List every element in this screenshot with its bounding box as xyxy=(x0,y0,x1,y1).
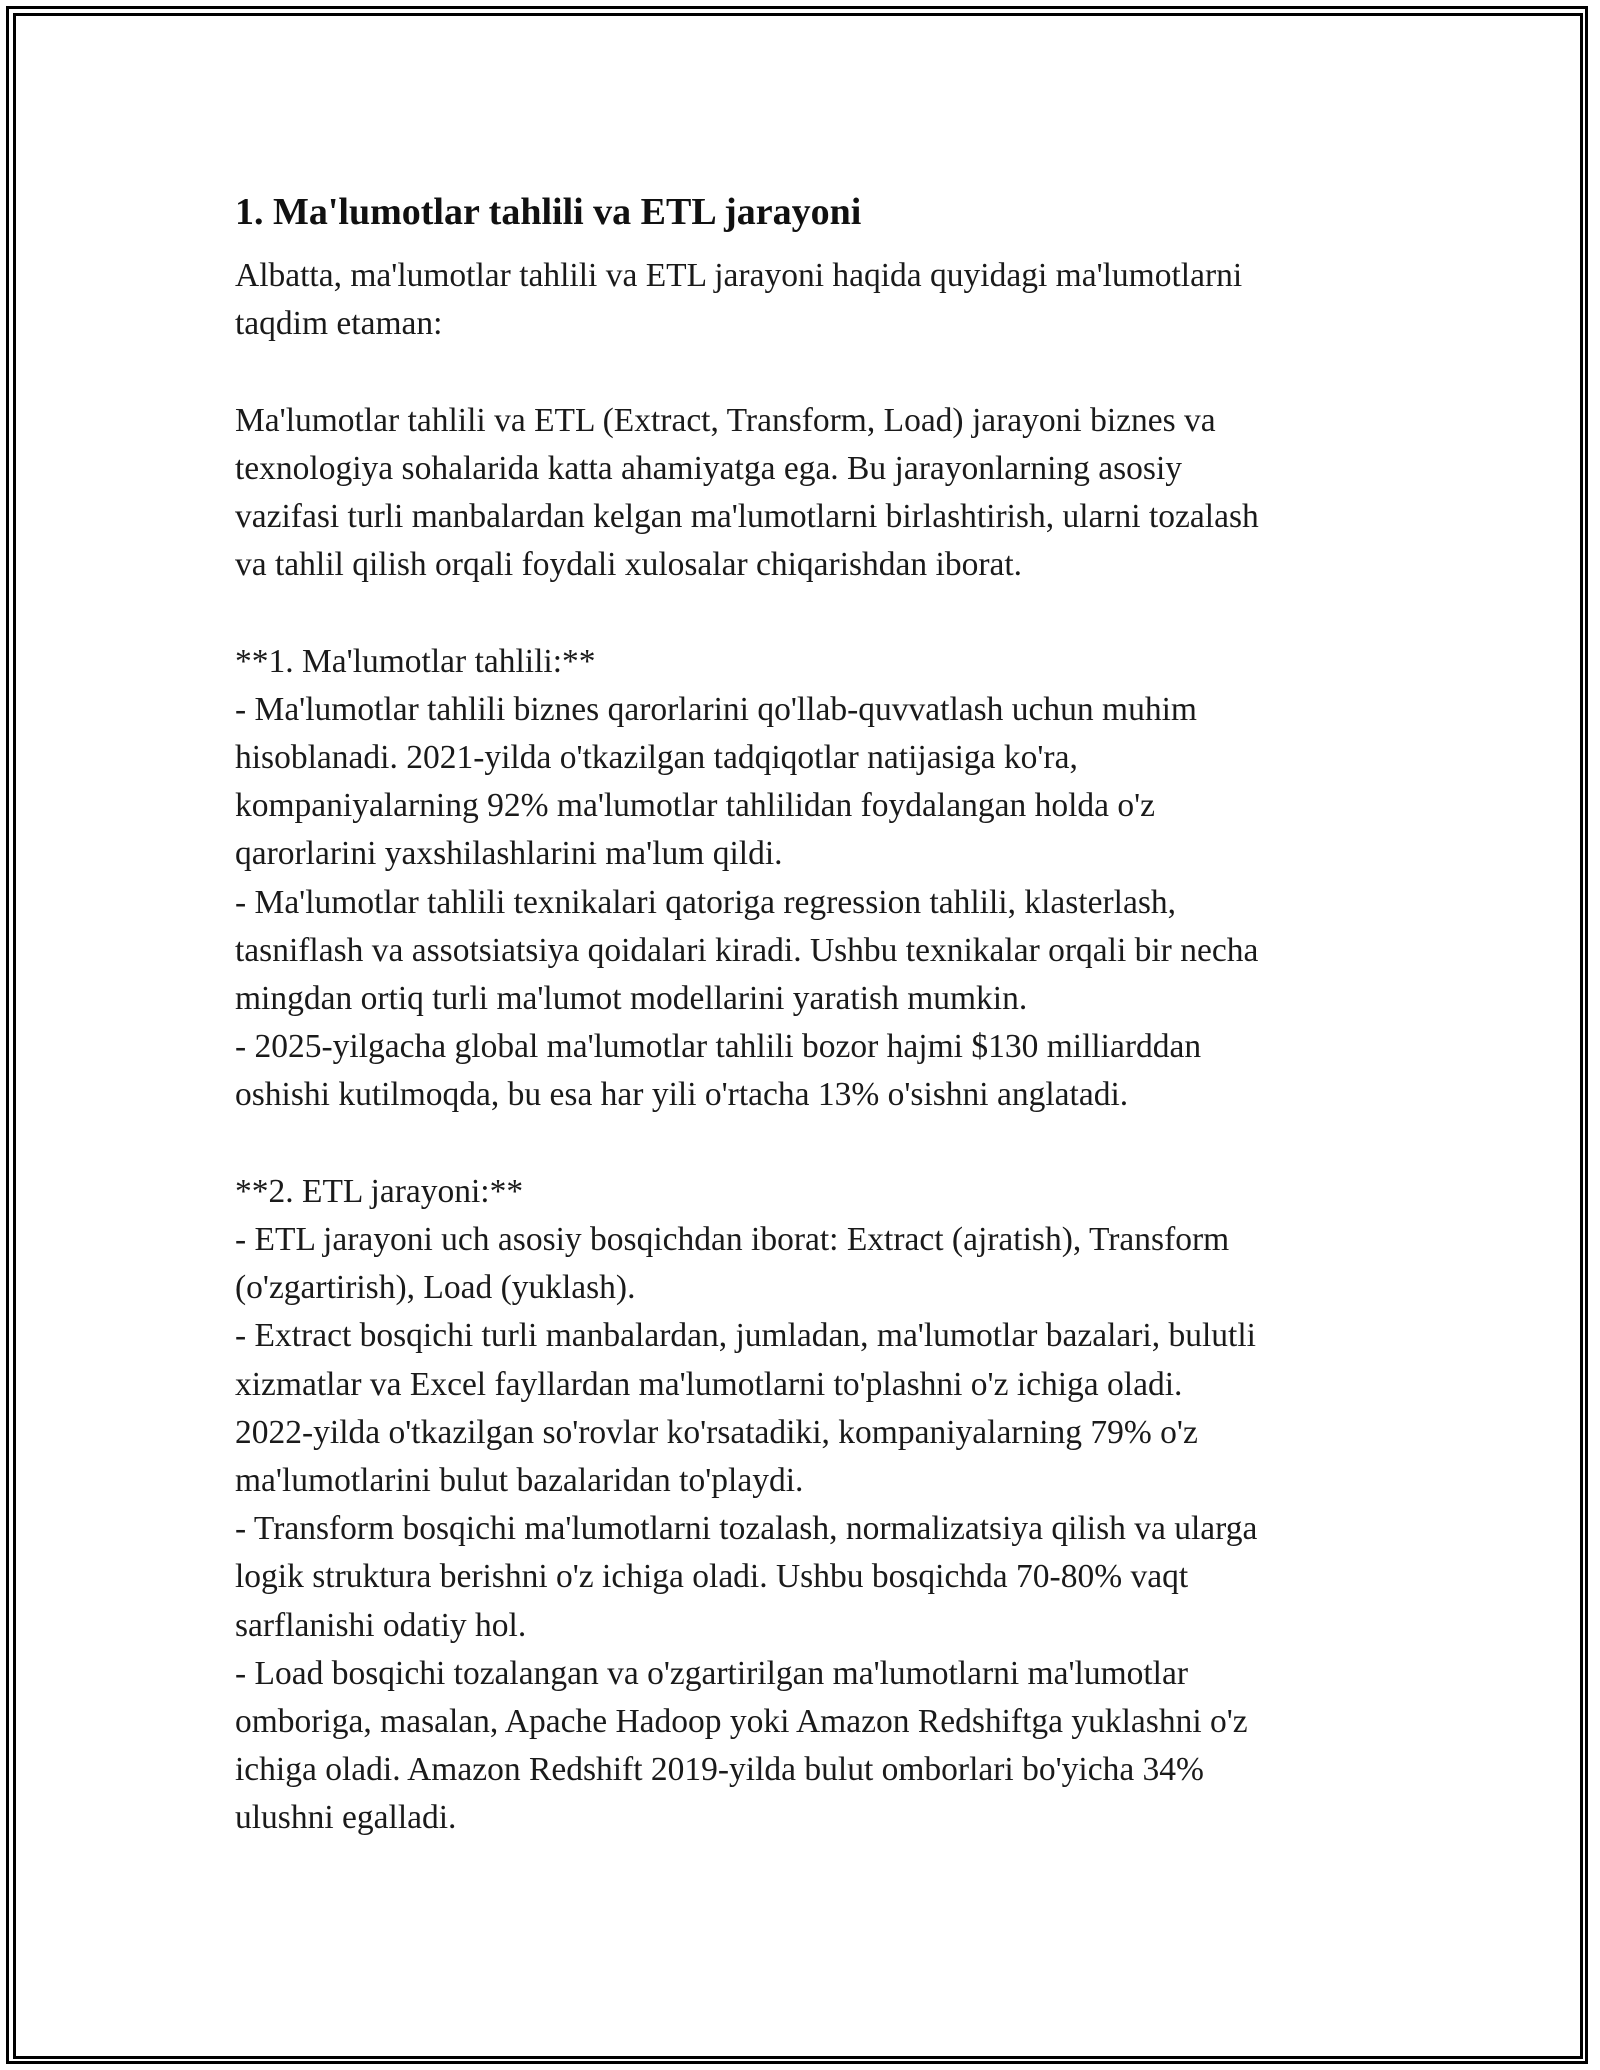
section-etl-process xyxy=(235,1168,1370,1843)
list-item: - Transform bosqichi ma'lumotlarni tozalash, normalizatsiya qilish va ularga logik struktura berishni o'z ichiga oladi. Ushbu bosqichda 70-80% vaqt sarflanishi odatiy hol. xyxy=(235,1510,1258,1644)
list-item: - Ma'lumotlar tahlili texnikalari qatoriga regression tahlili, klasterlash, tasniflash va assotsiatsiya qoidalari kiradi. Ushbu texnikalar orqali bir necha mingdan ortiq turli ma'lumot modellarini yaratish mumkin. xyxy=(235,883,1259,1018)
list-item: - Load bosqichi tozalangan va o'zgartirilgan ma'lumotlarni ma'lumotlar omboriga, masalan, Apache Hadoop yoki Amazon Redshiftga yuklashni o'z ichiga oladi. Amazon Redshift 2019-yilda bulut omborlari bo'yicha 34% ulushni egalladi. xyxy=(235,1654,1248,1837)
document-body xyxy=(235,186,1370,1843)
list-item: - Ma'lumotlar tahlili biznes qarorlarini qo'llab-quvvatlash uchun muhim hisoblanadi. 2021-yilda o'tkazilgan tadqiqotlar natijasiga ko'ra, kompaniyalarning 92% ma'lumotlar tahlilidan foydalangan holda o'z qarorlarini yaxshilashlarini ma'lum qildi. xyxy=(235,690,1197,873)
intro-paragraph: Albatta, ma'lumotlar tahlili va ETL jarayoni haqida quyidagi ma'lumotlarni taqdim etaman: xyxy=(235,257,1243,343)
section-heading: **1. Ma'lumotlar tahlili:** xyxy=(235,642,596,680)
paragraph-gap xyxy=(235,589,1370,637)
document-title: 1. Ma'lumotlar tahlili va ETL jarayoni xyxy=(235,191,862,233)
section-heading: **2. ETL jarayoni:** xyxy=(235,1172,524,1210)
list-item: - 2025-yilgacha global ma'lumotlar tahlili bozor hajmi $130 milliarddan oshishi kutilmoqda, bu esa har yili o'rtacha 13% o'sishni anglatadi. xyxy=(235,1028,1202,1114)
paragraph-gap xyxy=(235,348,1370,396)
overview-paragraph: Ma'lumotlar tahlili va ETL (Extract, Transform, Load) jarayoni biznes va texnologiya sohalarida katta ahamiyatga ega. Bu jarayonlarning asosiy vazifasi turli manbalardan kelgan ma'lumotlarni birlashtirish, ularni tozalash va tahlil qilish orqali foydali xulosalar chiqarishdan iborat. xyxy=(235,401,1259,584)
list-item: - ETL jarayoni uch asosiy bosqichdan iborat: Extract (ajratish), Transform (o'zgartirish), Load (yuklash). xyxy=(235,1221,1230,1307)
list-item: - Extract bosqichi turli manbalardan, jumladan, ma'lumotlar bazalari, bulutli xizmatlar va Excel fayllardan ma'lumotlarni to'plashni o'z ichiga oladi. 2022-yilda o'tkazilgan so'rovlar ko'rsatadiki, kompaniyalarning 79% o'z ma'lumotlarini bulut bazalaridan to'playdi. xyxy=(235,1317,1256,1500)
section-data-analysis xyxy=(235,638,1370,1120)
paragraph-gap xyxy=(235,1120,1370,1168)
